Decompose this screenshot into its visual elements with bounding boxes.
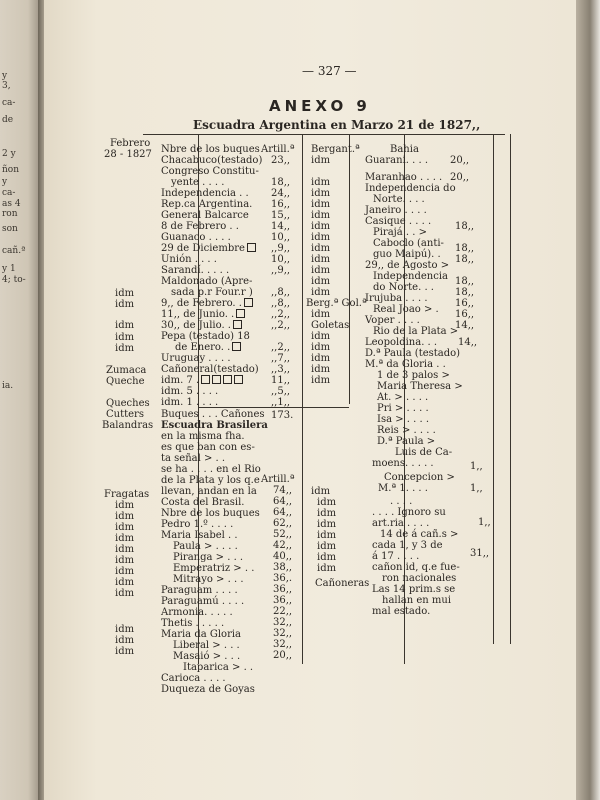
table-cell: Irujuba . . . . [365,293,428,304]
table-cell: Maria da Gloria [161,629,242,640]
table-cell: idm [311,342,331,353]
table-cell: es que ban con es- [161,442,255,453]
table-cell: Maria Theresa > [377,381,463,392]
table-cell: idm. 7 . [161,375,243,386]
table-cell: Norte. . . . [373,194,425,205]
table-cell: 36,, [273,584,293,595]
checkbox-square-icon [236,309,245,318]
table-cell: idm [311,276,331,287]
table-cell: Paraguamú . . . . [161,596,245,607]
table-cell: Caboclo (anti- [373,238,444,249]
table-cell: 15,, [271,210,291,221]
table-cell: Uruguay . . . . [161,353,231,364]
table-cell: 24,, [271,188,291,199]
table-cell: Nbre de los buques [161,508,260,519]
table-cell: Chacabuco(testado) [161,155,263,166]
background-edge [575,0,600,800]
table-cell: idm [115,320,135,331]
table-cell: idm [311,254,331,265]
table-cell: Paraguam . . . . [161,585,238,596]
table-cell: Goletas [311,320,350,331]
table-cell: á 17 . . . . [372,551,420,562]
table-cell: idm [115,332,135,343]
table-cell: idm [115,646,135,657]
total-rule [307,407,347,408]
table-cell: 23,, [271,155,291,166]
table-cell: Artill.ª [261,144,295,155]
table-cell: 64,, [273,507,293,518]
table-cell: idm [311,265,331,276]
adjacent-page-fragment: de [2,115,14,125]
table-cell: idm. 1 . . . . [161,397,219,408]
table-cell: Bergant.ª [311,144,360,155]
table-cell: General Balcarce [161,210,249,221]
table-cell: 36,, [273,595,293,606]
table-cell: idm [317,519,337,530]
table-cell: Cañoneral(testado) [161,364,259,375]
adjacent-page-fragment: ia. [2,381,14,391]
table-cell: idm [311,309,331,320]
adjacent-page-fragment: cañ.ª [2,246,26,256]
table-cell: 29,, de Agosto > [365,260,450,271]
table-cell: Emperatriz > . . [173,563,255,574]
table-cell: ,,8,, [271,298,291,309]
table-cell: Independencia . . [161,188,249,199]
table-cell: idm [311,243,331,254]
checkbox-square-icon [201,375,210,384]
table-cell: 64,, [273,496,293,507]
table-cell: Costa del Brasil. [161,497,245,508]
table-cell: ,,8,, [271,287,291,298]
table-cell: Queches [106,398,150,409]
table-cell: Leopoldina. . . [365,337,438,348]
table-cell: 14,, [271,221,291,232]
table-cell: do Norte. . . [373,282,434,293]
table-cell: ,,3,, [271,364,291,375]
table-cell: en la misma fha. [161,431,245,442]
table-cell: 14 de á cañ.s > [380,529,459,540]
checkbox-square-icon [244,298,253,307]
table-cell: Pedro 1.º . . . . [161,519,234,530]
table-cell: D.ª Paula > [377,436,436,447]
table-cell: Sarandí. . . . . [161,265,230,276]
adjacent-page-fragment: son [2,224,18,234]
book-page [44,0,576,800]
table-cell: Las 14 prim.s se [372,584,456,595]
table-cell: idm [311,232,331,243]
table-cell: Rep.ca Argentina. [161,199,253,210]
table-cell: Berg.ª Gol.ª [306,298,367,309]
adjacent-page-fragment: ñon [2,165,20,175]
table-cell: 42,, [273,540,293,551]
table-cell: 1,, [470,461,483,472]
table-cell: ,,9,, [271,265,291,276]
table-cell: de Enero. . [175,342,241,353]
table-cell: 20,, [273,650,293,661]
table-cell: llevan, andan en la [161,486,257,497]
table-cell: 62,, [273,518,293,529]
table-cell: hallan en mui [382,595,452,606]
table-cell: 11,, de Junio. . [161,309,245,320]
table-cell: 32,, [273,617,293,628]
table-cell: 1,, [470,483,483,494]
table-cell: idm [115,288,135,299]
column-divider [510,134,511,644]
table-cell: yente . . . . [171,177,225,188]
table-cell: . . . . Ignoro su [372,507,446,518]
adjacent-page-fragment: ca- [2,188,16,198]
table-cell: . . . . [390,496,413,507]
table-cell: Luis de Ca- [395,447,453,458]
table-cell: Artill.ª [261,474,295,485]
table-cell: Pepa (testado) 18 [161,331,250,342]
table-cell: Maldonado (Apre- [161,276,253,287]
table-cell: Mitrayo > . . . [173,574,244,585]
table-cell: idm [115,343,135,354]
table-cell: idm [311,155,331,166]
table-cell: Cañoneras [315,578,370,589]
table-cell: idm [317,508,337,519]
table-cell: Nbre de los buques [161,144,260,155]
adjacent-page-fragment: ron [2,209,18,219]
adjacent-page-fragment: y 1 [2,264,16,274]
table-cell: Casique . . . . [365,216,432,227]
table-cell: 14,, [458,337,478,348]
column-divider [302,134,303,664]
table-cell: 10,, [271,232,291,243]
checkbox-square-icon [233,320,242,329]
table-cell: ,,7,, [271,353,291,364]
table-cell: Bahia [390,144,419,155]
table-cell: 74,, [273,485,293,496]
table-cell: ,,2,, [271,320,291,331]
table-cell: Unión . . . . [161,254,217,265]
table-cell: idm [311,364,331,375]
checkbox-square-icon [247,243,256,252]
table-cell: guo Maipú). . [373,249,441,260]
adjacent-page-fragment: y [2,177,8,187]
adjacent-page-fragment: 3, [2,81,11,91]
table-cell: Duqueza de Goyas [161,684,255,695]
table-cell: idm [115,555,135,566]
table-cell: Concepcion > [384,472,455,483]
adjacent-page-fragment: 2 y [2,149,16,159]
table-cell: idm [115,511,135,522]
adjacent-page-fragment: y [2,71,8,81]
table-cell: Thetis . . . . . [161,618,225,629]
annex-title: ANEXO 9 [269,97,371,115]
table-cell: Maria Isabel . . [161,530,238,541]
table-cell: M.ª 1. . . . [378,483,428,494]
table-cell: Janeiro . . . . [365,205,427,216]
table-cell: idm [311,221,331,232]
table-cell: 40,, [273,551,293,562]
table-cell: idm [311,287,331,298]
table-cell: idm [311,486,331,497]
table-cell: Voper . . . . [365,315,420,326]
table-cell: 18,, [455,221,475,232]
table-cell: idm [317,541,337,552]
table-cell: 30,, de Julio. . [161,320,242,331]
table-cell: ,,9,, [271,243,291,254]
table-cell: 18,, [455,276,475,287]
table-cell: Liberal > . . . [173,640,240,651]
checkbox-square-icon [234,375,243,384]
table-cell: Escuadra Brasilera [161,420,268,431]
table-cell: idm [311,199,331,210]
table-cell: idm [115,635,135,646]
table-cell: Buques . . . Cañones [161,409,265,420]
table-cell: idm [311,375,331,386]
table-cell: 11,, [271,375,291,386]
table-cell: idm. 5 . . . . [161,386,219,397]
table-cell: 38,, [273,562,293,573]
table-cell: 16,, [455,298,475,309]
table-cell: Balandras [102,420,154,431]
table-cell: 29 de Diciembre [161,243,256,254]
table-cell: Isa > . . . . [377,414,430,425]
table-cell: idm [311,188,331,199]
table-cell: sada p.r Four.r ) [171,287,253,298]
checkbox-square-icon [212,375,221,384]
adjacent-page-fragment: ca- [2,98,16,108]
table-cell: Independencia do [365,183,456,194]
table-cell: 16,, [271,199,291,210]
table-cell: Piranga > . . . [173,552,244,563]
table-cell: Pirajá . . > [373,227,428,238]
table-cell: Queche [106,376,145,387]
table-cell: ,,2,, [271,342,291,353]
table-cell: 32,, [273,628,293,639]
table-cell: idm [311,331,331,342]
table-cell: Real Joao > . [373,304,439,315]
table-cell: 10,, [271,254,291,265]
table-cell: de la Plata y los q.e [161,475,260,486]
table-cell: idm [311,210,331,221]
table-cell: idm [317,530,337,541]
table-cell: Cutters [106,409,144,420]
table-cell: M.ª da Gloria . . [365,359,446,370]
table-cell: idm [115,588,135,599]
table-cell: cañon id, q.e fue- [372,562,460,573]
table-cell: mal estado. [372,606,431,617]
table-cell: moens. . . . . [372,458,434,469]
table-cell: 20,, [450,172,470,183]
table-cell: 9,, de Febrero. . [161,298,253,309]
checkbox-square-icon [223,375,232,384]
table-cell: Maranhao . . . . [365,172,443,183]
table-cell: 22,, [273,606,293,617]
table-cell: cada 1, y 3 de [372,540,443,551]
table-cell: ron nacionales [382,573,457,584]
table-cell: idm [115,533,135,544]
table-cell: Masaió > . . . [173,651,241,662]
table-cell: 18,, [455,287,475,298]
table-cell: idm [311,177,331,188]
table-cell: Reis > . . . . [377,425,436,436]
table-cell: idm [115,522,135,533]
table-cell: 32,, [273,639,293,650]
table-cell: Guarani. . . . [365,155,429,166]
table-cell: idm [115,544,135,555]
column-divider [349,134,350,404]
column-divider [493,134,494,644]
table-cell: idm [311,353,331,364]
table-cell: 18,, [455,243,475,254]
table-cell: ,,2,, [271,309,291,320]
table-cell: 36,. [273,573,293,584]
table-cell: ,,1,, [271,397,291,408]
table-cell: 20,, [450,155,470,166]
table-cell: 52,, [273,529,293,540]
table-cell: At. > . . . . [377,392,429,403]
adjacent-page-fragment: as 4 [2,199,21,209]
table-cell: 1 de 3 palos > [377,370,450,381]
table-cell: 28 - 1827 [104,149,152,160]
table-cell: 31,, [470,548,490,559]
table-cell: Independencia [373,271,448,282]
table-cell: idm [115,500,135,511]
table-cell: 8 de Febrero . . [161,221,239,232]
table-cell: idm [115,299,135,310]
table-cell: Itaparica > . . [183,662,254,673]
table-cell: 16,, [455,309,475,320]
adjacent-page-fragment: 4; to- [2,275,26,285]
table-cell: Pri > . . . . [377,403,429,414]
table-cell: idm [317,552,337,563]
table-cell: Rio de la Plata > [373,326,459,337]
table-cell: idm [317,563,337,574]
checkbox-square-icon [232,342,241,351]
table-cell: D.ª Paula (testado) [365,348,461,359]
table-cell: se ha . . . . en el Rio [161,464,261,475]
table-cell: Guanaco . . . . [161,232,231,243]
table-cell: ,,5,, [271,386,291,397]
table-cell: Armonia. . . . . [161,607,233,618]
table-cell: 14,, [455,320,475,331]
table-cell: 173. [271,410,294,421]
table-cell: 18,, [271,177,291,188]
table-cell: Fragatas [104,489,150,500]
table-cell: Congreso Constitu- [161,166,259,177]
table-heading: Escuadra Argentina en Marzo 21 de 1827,, [193,118,481,132]
table-cell: Febrero [110,138,151,149]
table-cell: ta señal > . . [161,453,226,464]
table-cell: 18,, [455,254,475,265]
table-cell: idm [317,497,337,508]
table-cell: art.ria . . . . [372,518,430,529]
page-number: — 327 — [302,64,357,78]
table-cell: 1,, [478,517,491,528]
table-cell: Carioca . . . . [161,673,226,684]
table-cell: Paula > . . . . [173,541,238,552]
table-cell: Zumaca [106,365,147,376]
table-cell: idm [115,566,135,577]
table-cell: idm [115,577,135,588]
table-cell: idm [115,624,135,635]
